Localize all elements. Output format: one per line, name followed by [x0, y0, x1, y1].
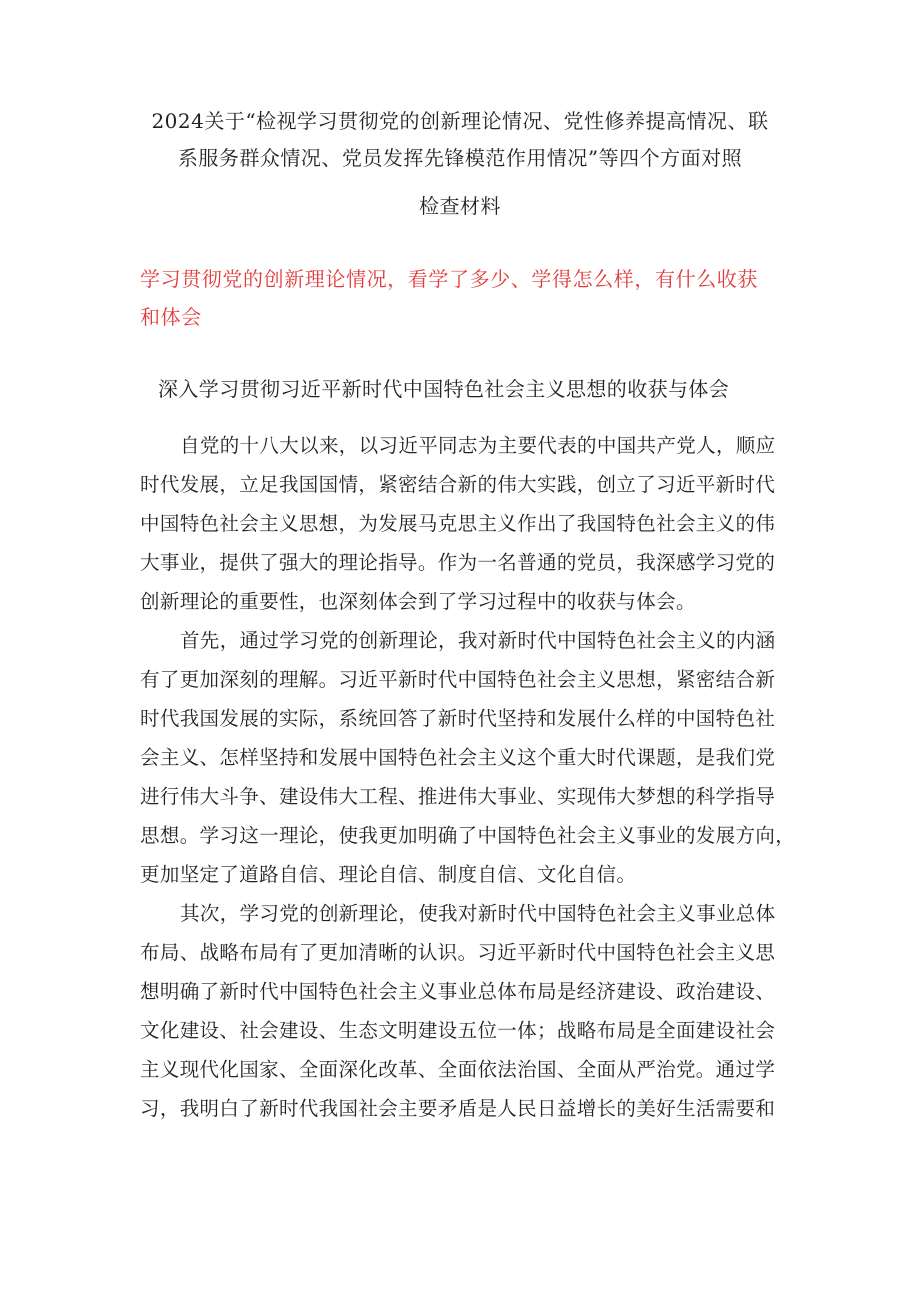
body-text: [140, 426, 800, 1128]
paragraph-line: 会主义、怎样坚持和发展中国特色社会主义这个重大时代课题，是我们党: [140, 746, 776, 769]
paragraph-1: [140, 426, 800, 621]
paragraph-line: 其次，学习党的创新理论，使我对新时代中国特色社会主义事业总体: [180, 902, 776, 925]
paragraph-3: [140, 894, 800, 1128]
paragraph-line: 时代发展，立足我国国情，紧密结合新的伟大实践，创立了习近平新时代: [140, 473, 776, 496]
paragraph-line: 时代我国发展的实际，系统回答了新时代坚持和发展什么样的中国特色社: [140, 707, 776, 730]
section-heading: [140, 260, 800, 336]
paragraph-line: 主义现代化国家、全面深化改革、全面依法治国、全面从严治党。通过学: [140, 1058, 776, 1081]
title-line: 2024关于“检视学习贯彻党的创新理论情况、党性修养提高情况、联: [151, 109, 769, 133]
paragraph-2: [140, 621, 800, 894]
paragraph-line: 文化建设、社会建设、生态文明建设五位一体；战略布局是全面建设社会: [140, 1019, 776, 1042]
paragraph-line: 进行伟大斗争、建设伟大工程、推进伟大事业、实现伟大梦想的科学指导: [140, 785, 776, 808]
paragraph-line: 中国特色社会主义思想，为发展马克思主义作出了我国特色社会主义的伟: [140, 512, 776, 535]
document-title: [130, 103, 790, 225]
paragraph-line: 习，我明白了新时代我国社会主要矛盾是人民日益增长的美好生活需要和: [140, 1097, 776, 1120]
paragraph-line: 首先，通过学习党的创新理论，我对新时代中国特色社会主义的内涵: [180, 629, 776, 652]
paragraph-line: 有了更加深刻的理解。习近平新时代中国特色社会主义思想，紧密结合新: [140, 668, 776, 691]
section-heading-line: 学习贯彻党的创新理论情况，看学了多少、学得怎么样，有什么收获: [140, 267, 758, 291]
paragraph-line: 创新理论的重要性，也深刻体会到了学习过程中的收获与体会。: [140, 590, 696, 613]
title-line: 检查材料: [419, 194, 501, 218]
paragraph-line: 更加坚定了道路自信、理论自信、制度自信、文化自信。: [140, 863, 637, 886]
paragraph-line: 想明确了新时代中国特色社会主义事业总体布局是经济建设、政治建设、: [140, 980, 776, 1003]
paragraph-line: 布局、战略布局有了更加清晰的认识。习近平新时代中国特色社会主义思: [140, 941, 776, 964]
section-heading-line: 和体会: [140, 305, 202, 329]
paragraph-line: 思想。学习这一理论，使我更加明确了中国特色社会主义事业的发展方向，: [140, 824, 796, 847]
paragraph-line: 大事业，提供了强大的理论指导。作为一名普通的党员，我深感学习党的: [140, 551, 776, 574]
title-line: 系服务群众情况、党员发挥先锋模范作用情况”等四个方面对照: [177, 146, 743, 170]
subtitle: 深入学习贯彻习近平新时代中国特色社会主义思想的收获与体会: [158, 377, 730, 401]
paragraph-line: 自党的十八大以来，以习近平同志为主要代表的中国共产党人，顺应: [180, 434, 776, 457]
